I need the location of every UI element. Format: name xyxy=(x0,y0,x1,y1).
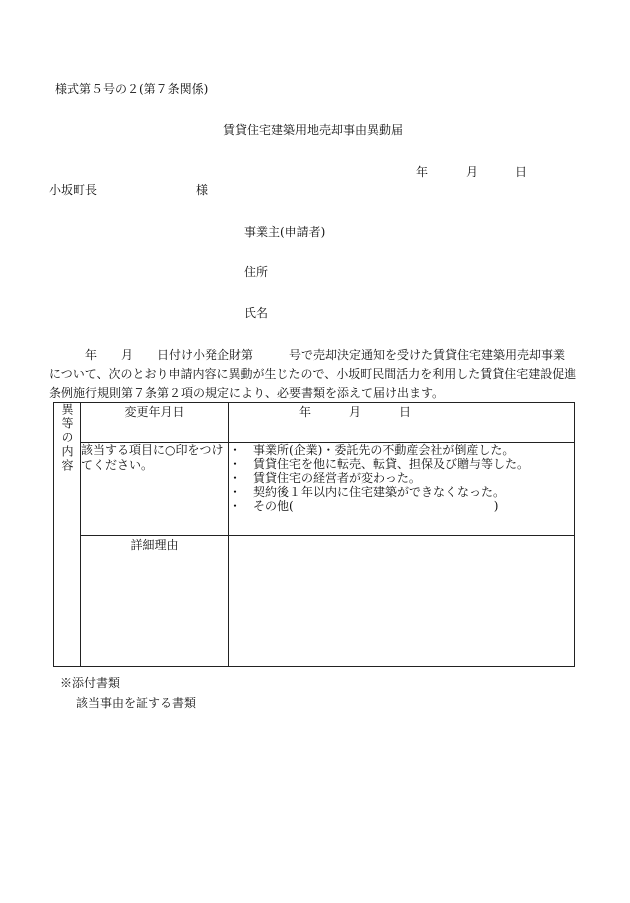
option-item[interactable] xyxy=(229,457,574,471)
option-item-other[interactable] xyxy=(229,499,574,513)
name-label: 氏名 xyxy=(244,306,269,320)
other-close: ) xyxy=(493,499,499,513)
bullet: ・ xyxy=(229,485,242,499)
form-number: 様式第５号の２(第７条関係) xyxy=(55,82,209,96)
honorific: 様 xyxy=(196,183,209,197)
option-item[interactable] xyxy=(229,471,574,485)
applicant-label: 事業主(申請者) xyxy=(244,225,326,239)
option-label: 事業所(企業)・委託先の不動産会社が倒産した。 xyxy=(253,443,515,457)
document-title: 賃貸住宅建築用地売却事由異動届 xyxy=(223,123,404,137)
option-item[interactable] xyxy=(229,443,574,457)
body-line-3: 条例施行規則第７条第２項の規定により、必要書類を添えて届け出ます。 xyxy=(49,386,445,400)
change-date-month: 月 xyxy=(349,405,362,419)
detail-label: 詳細理由 xyxy=(130,538,179,552)
body-rest: 号で売却決定通知を受けた賃貸住宅建築用売却事業 xyxy=(289,348,566,362)
body-year: 年 xyxy=(85,348,98,362)
addressee: 小坂町長 xyxy=(49,183,98,197)
bullet: ・ xyxy=(229,457,242,471)
check-instruction-cell xyxy=(81,443,229,536)
change-date-year: 年 xyxy=(299,405,312,419)
other-open: その他( xyxy=(253,499,294,513)
attachments-item: 該当事由を証する書類 xyxy=(76,696,197,710)
body-line-1 xyxy=(49,346,589,365)
option-label: 賃貸住宅を他に転売、転貸、担保及び贈与等した。 xyxy=(253,457,530,471)
bullet: ・ xyxy=(229,443,242,457)
check-instruction: 該当する項目に○印をつけてください。 xyxy=(81,443,224,472)
date-month-label: 月 xyxy=(466,165,479,179)
change-details-table xyxy=(53,402,575,667)
date-day-label: 日 xyxy=(515,165,528,179)
detail-input-cell[interactable] xyxy=(229,536,575,667)
change-date-label: 変更年月日 xyxy=(124,405,185,419)
side-label-cell xyxy=(54,403,81,667)
options-cell xyxy=(229,443,575,536)
address-label: 住所 xyxy=(244,265,269,279)
option-label: 契約後１年以内に住宅建築ができなくなった。 xyxy=(253,485,506,499)
change-date-day: 日 xyxy=(399,405,412,419)
attachments-heading: ※添付書類 xyxy=(60,676,121,690)
body-month: 月 xyxy=(121,348,134,362)
body-line-2: について、次のとおり申請内容に異動が生じたので、小坂町民間活力を利用した賃貸住宅建設促進 xyxy=(49,367,577,381)
change-date-value-cell xyxy=(229,403,575,443)
bullet: ・ xyxy=(229,471,242,485)
detail-label-cell xyxy=(81,536,229,667)
side-label: 異等の内容 xyxy=(60,403,74,473)
body-mid: 日付け小発企財第 xyxy=(157,348,254,362)
option-label: 賃貸住宅の経営者が変わった。 xyxy=(253,471,421,485)
option-item[interactable] xyxy=(229,485,574,499)
body-paragraph xyxy=(49,346,589,403)
bullet: ・ xyxy=(229,499,242,513)
date-year-label: 年 xyxy=(416,165,429,179)
change-date-label-cell xyxy=(81,403,229,443)
